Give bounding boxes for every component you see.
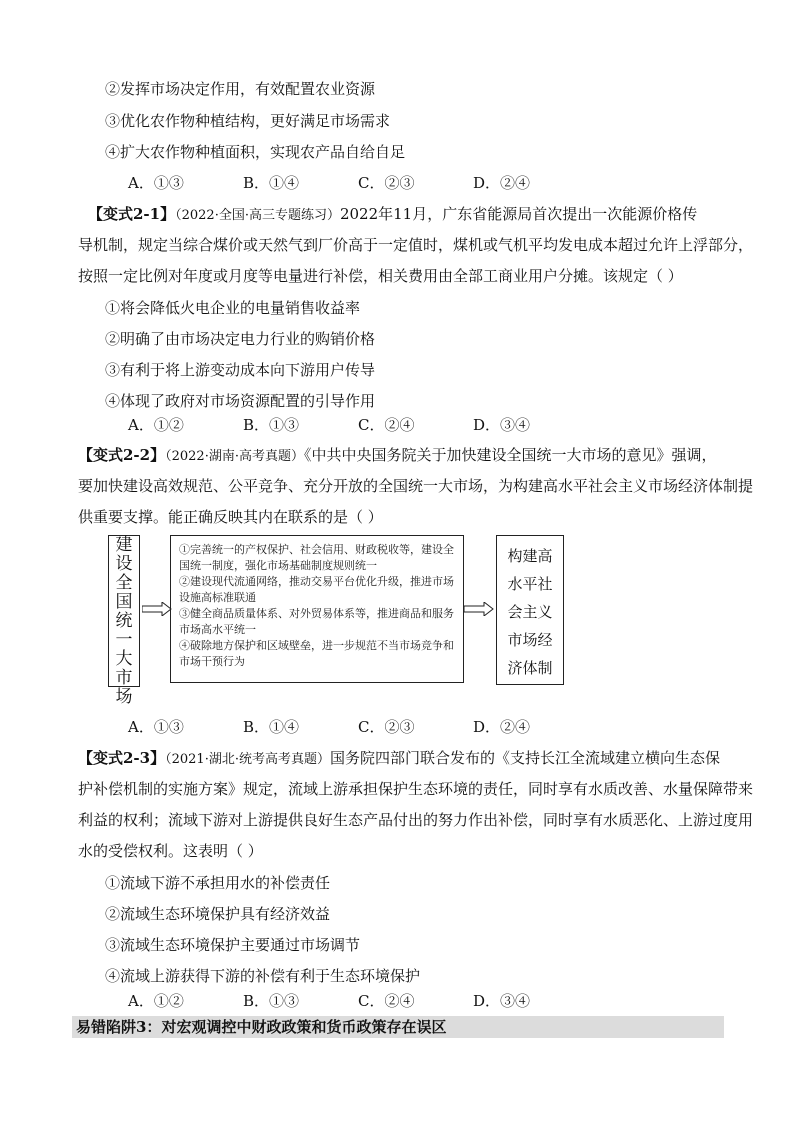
option-4: ④流域上游获得下游的补偿有利于生态环境保护 [105,967,421,985]
choice-c: C．②③ [358,718,415,736]
option-4: ④体现了政府对市场资源配置的引导作用 [105,392,376,410]
question-source: （2022·湖南·高考真题） [165,449,304,464]
choice-c: C．②④ [358,992,415,1010]
diagram-left-box [108,535,140,707]
question-source: （2021·湖北·统考高考真题） [165,752,330,767]
diagram-right-line: 济体制 [507,659,553,677]
choice-a: A．①③ [128,174,184,192]
question-text: 利益的权利；流域下游对上游提供良好生态产品付出的努力作出补偿，同时享有水质恶化、上游过度用 [78,811,754,829]
option-2: ②流域生态环境保护具有经济效益 [105,905,331,923]
choice-b: B．①③ [243,992,300,1010]
option-2: ②明确了由市场决定电力行业的购销价格 [105,330,376,348]
question-tag: 【变式2-1】 [88,205,176,223]
choice-c: C．②④ [358,416,415,434]
question-text: 护补偿机制的实施方案》规定，流域上游承担保护生态环境的责任，同时享有水质改善、水量保障带来 [78,780,754,798]
question-tag: 【变式2-2】 [78,446,166,464]
choice-b: B．①④ [243,174,300,192]
question-source: （2022·全国·高三专题练习） [175,208,340,223]
choice-d: D．②④ [473,718,531,736]
option-1: ①将会降低火电企业的电量销售收益率 [105,299,361,317]
choice-a: A．①② [128,416,184,434]
section-heading: 易错陷阱3：对宏观调控中财政政策和货币政策存在误区 [72,1016,724,1038]
answer-choices [128,990,740,1011]
question-text: 水的受偿权利。这表明（ ） [78,842,263,860]
question-text: 导机制，规定当综合煤价或天然气到厂价高于一定值时，煤机或气机平均发电成本超过允许上浮部分， [78,236,754,254]
answer-choices [128,172,740,193]
choice-a: A．①③ [128,718,184,736]
question-text: 按照一定比例对年度或月度等电量进行补偿，相关费用由全部工商业用户分摊。该规定（ ） [78,267,683,285]
choice-b: B．①④ [243,718,300,736]
question-text: 《中共中央国务院关于加快建设全国统一大市场的意见》强调， [303,446,717,464]
arrow-right-icon [142,602,172,616]
answer-choices [128,414,740,435]
option-3: ③有利于将上游变动成本向下游用户传导 [105,361,376,379]
diagram-right-line: 会主义 [507,603,553,621]
question-text: 供重要支撑。能正确反映其内在联系的是（ ） [78,508,383,526]
answer-choices [128,716,740,737]
question-text: 2022年11月，广东省能源局首次提出一次能源价格传 [339,205,698,223]
diagram-right-line: 构建高 [507,547,553,565]
question-2-1-header [88,203,697,224]
diagram-right-line: 市场经 [507,631,553,649]
choice-d: D．③④ [473,416,531,434]
option-4: ④扩大农作物种植面积，实现农产品自给自足 [105,143,406,161]
option-2: ②发挥市场决定作用，有效配置农业资源 [105,80,376,98]
question-text: 国务院四部门联合发布的《支持长江全流域建立横向生态保 [329,749,720,767]
choice-d: D．③④ [473,992,531,1010]
option-3: ③优化农作物种植结构，更好满足市场需求 [105,112,391,130]
diagram-item-2: ②建设现代流通网络，推动交易平台优化升级，推进市场设施高标准联通 [179,575,454,604]
diagram-item-3: ③健全商品质量体系、对外贸易体系等，推进商品和服务市场高水平统一 [179,607,454,636]
diagram-item-4: ④破除地方保护和区域壁垒，进一步规范不当市场竞争和市场干预行为 [179,639,454,668]
diagram-right-line: 水平社 [507,575,553,593]
diagram-middle-box [170,535,464,683]
choice-d: D．②④ [473,174,531,192]
option-3: ③流域生态环境保护主要通过市场调节 [105,936,361,954]
diagram-right-box [496,535,564,685]
diagram-item-1: ①完善统一的产权保护、社会信用、财政税收等，建设全国统一制度，强化市场基础制度规则统一 [179,543,454,572]
question-2-3-header [78,747,720,768]
arrow-right-icon [464,602,494,616]
choice-b: B．①③ [243,416,300,434]
option-1: ①流域下游不承担用水的补偿责任 [105,874,331,892]
question-2-2-header [78,444,716,465]
choice-c: C．②③ [358,174,415,192]
question-text: 要加快建设高效规范、公平竞争、充分开放的全国统一大市场，为构建高水平社会主义市场经济体制提 [78,477,754,495]
choice-a: A．①② [128,992,184,1010]
question-tag: 【变式2-3】 [78,749,166,767]
diagram-left-label: 建 设 全 国 统 一 大 市 场 [115,535,133,707]
